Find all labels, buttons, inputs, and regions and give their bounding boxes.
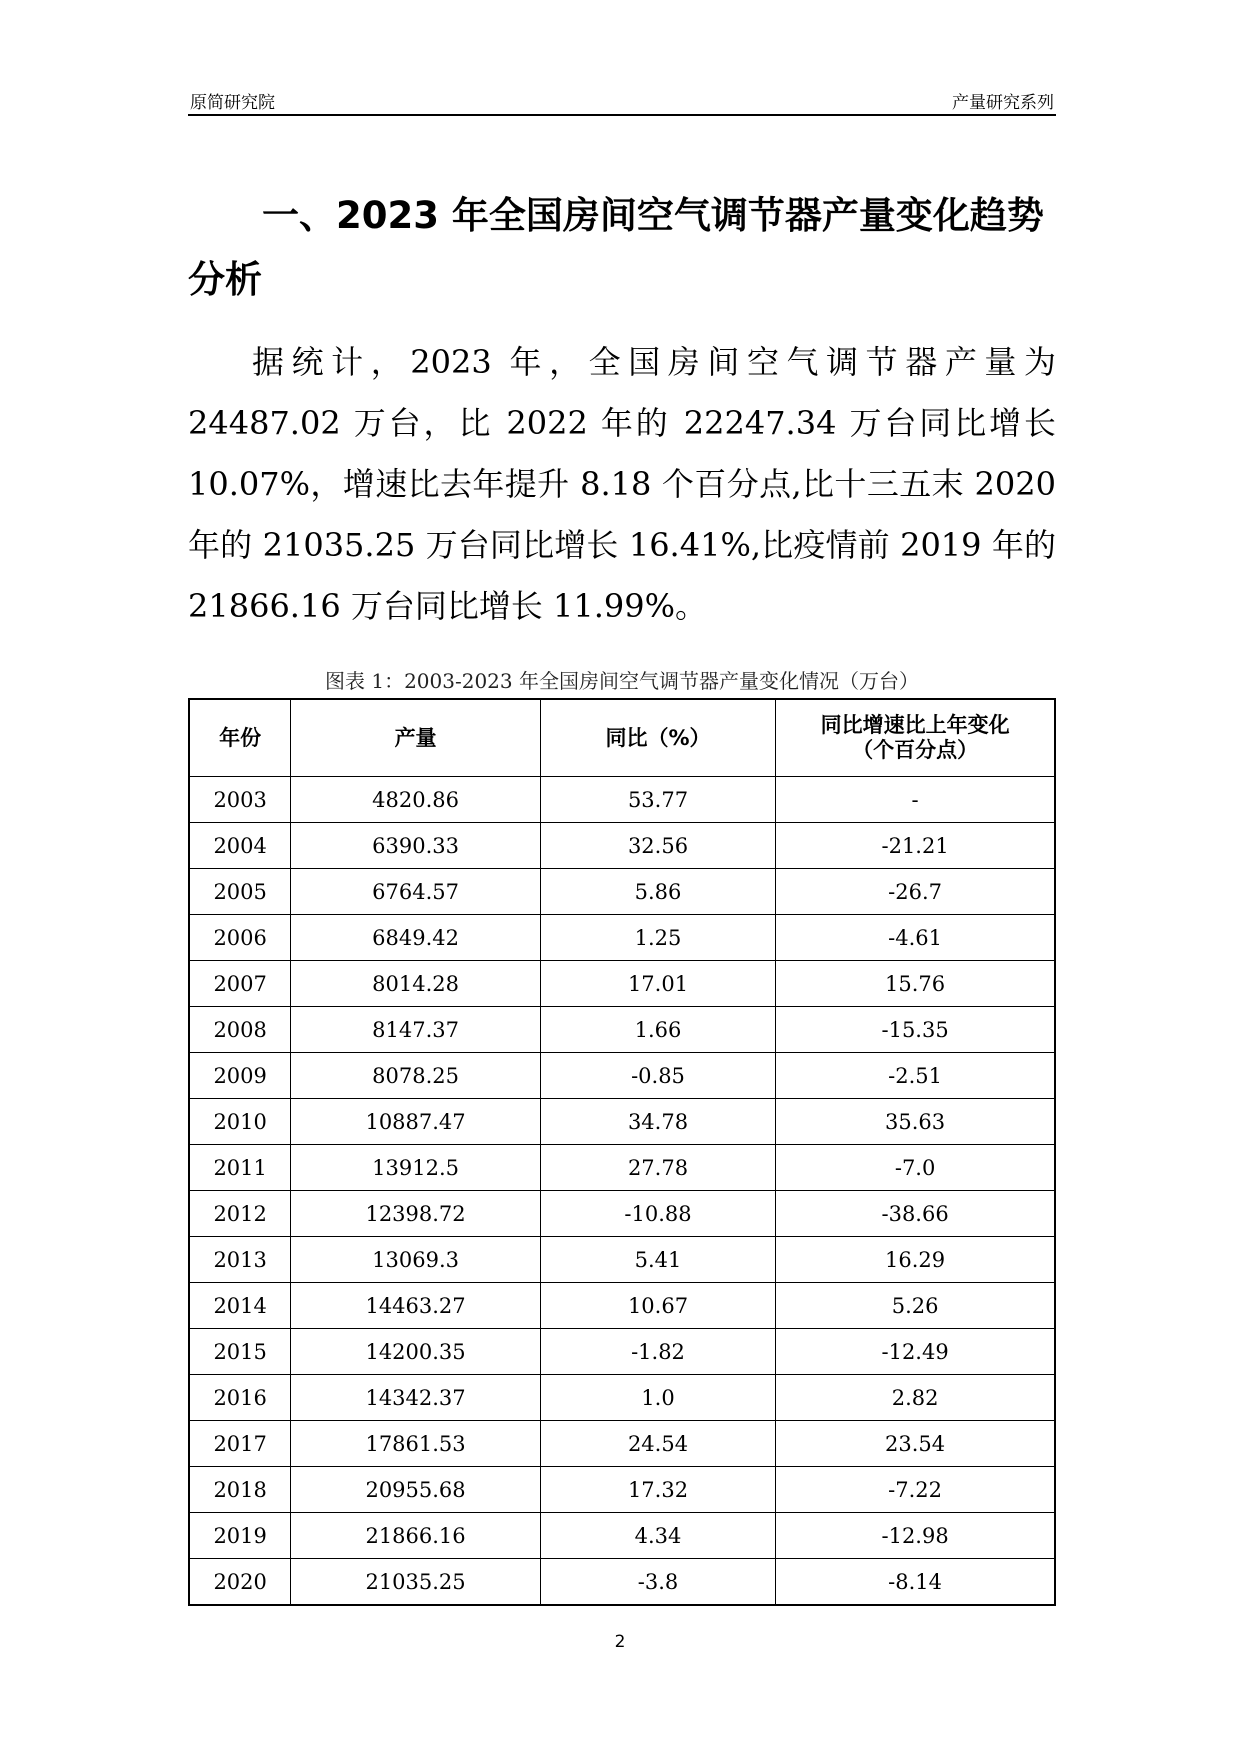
cell-yoy-change: 2.82 bbox=[776, 1375, 1055, 1421]
cell-yoy-change: -7.22 bbox=[776, 1467, 1055, 1513]
cell-yoy: 10.67 bbox=[540, 1283, 775, 1329]
cell-yoy: 1.0 bbox=[540, 1375, 775, 1421]
cell-yoy: 1.66 bbox=[540, 1007, 775, 1053]
table-row bbox=[189, 1559, 1055, 1606]
table-row bbox=[189, 1467, 1055, 1513]
cell-year: 2020 bbox=[189, 1559, 291, 1606]
cell-output: 8078.25 bbox=[291, 1053, 540, 1099]
body-paragraph: 据统计，2023 年，全国房间空气调节器产量为 24487.02 万台，比 2022 年的 22247.34 万台同比增长 10.07%，增速比去年提升 8.18 个百分点,比十三五末 2020 年的 21035.25 万台同比增长 16.41%,比疫情前 2019 年的 21866.16 万台同比增长 11.99%。 bbox=[188, 343, 1056, 625]
header-yoy: 同比（%） bbox=[540, 699, 775, 777]
cell-output: 13069.3 bbox=[291, 1237, 540, 1283]
cell-yoy: 5.41 bbox=[540, 1237, 775, 1283]
cell-yoy-change: 35.63 bbox=[776, 1099, 1055, 1145]
cell-yoy: 53.77 bbox=[540, 777, 775, 823]
header-series-name: 产量研究系列 bbox=[952, 93, 1054, 113]
cell-output: 6390.33 bbox=[291, 823, 540, 869]
table-header-row bbox=[189, 699, 1055, 777]
cell-year: 2010 bbox=[189, 1099, 291, 1145]
cell-yoy-change: 15.76 bbox=[776, 961, 1055, 1007]
cell-yoy-change: 5.26 bbox=[776, 1283, 1055, 1329]
table-row bbox=[189, 1007, 1055, 1053]
cell-yoy-change: -21.21 bbox=[776, 823, 1055, 869]
cell-year: 2019 bbox=[189, 1513, 291, 1559]
cell-yoy-change: -12.98 bbox=[776, 1513, 1055, 1559]
table-row bbox=[189, 1191, 1055, 1237]
cell-yoy: 4.34 bbox=[540, 1513, 775, 1559]
cell-year: 2012 bbox=[189, 1191, 291, 1237]
cell-yoy: 1.25 bbox=[540, 915, 775, 961]
cell-year: 2005 bbox=[189, 869, 291, 915]
cell-yoy: -3.8 bbox=[540, 1559, 775, 1606]
cell-year: 2009 bbox=[189, 1053, 291, 1099]
table-row bbox=[189, 777, 1055, 823]
table-caption: 图表 1：2003-2023 年全国房间空气调节器产量变化情况（万台） bbox=[325, 669, 919, 693]
cell-output: 8147.37 bbox=[291, 1007, 540, 1053]
cell-output: 14200.35 bbox=[291, 1329, 540, 1375]
cell-output: 14342.37 bbox=[291, 1375, 540, 1421]
cell-output: 21035.25 bbox=[291, 1559, 540, 1606]
cell-yoy-change: -26.7 bbox=[776, 869, 1055, 915]
cell-year: 2003 bbox=[189, 777, 291, 823]
table-row bbox=[189, 1513, 1055, 1559]
section-title: 一、2023 年全国房间空气调节器产量变化趋势分析 bbox=[188, 194, 1044, 301]
table-row bbox=[189, 1421, 1055, 1467]
cell-yoy-change: -15.35 bbox=[776, 1007, 1055, 1053]
table-row bbox=[189, 1145, 1055, 1191]
cell-year: 2015 bbox=[189, 1329, 291, 1375]
cell-yoy: 34.78 bbox=[540, 1099, 775, 1145]
cell-yoy-change: -4.61 bbox=[776, 915, 1055, 961]
cell-yoy-change: -7.0 bbox=[776, 1145, 1055, 1191]
table-row bbox=[189, 869, 1055, 915]
cell-output: 6849.42 bbox=[291, 915, 540, 961]
cell-year: 2014 bbox=[189, 1283, 291, 1329]
cell-yoy: 32.56 bbox=[540, 823, 775, 869]
table-row bbox=[189, 1329, 1055, 1375]
cell-year: 2006 bbox=[189, 915, 291, 961]
cell-year: 2008 bbox=[189, 1007, 291, 1053]
cell-yoy: -10.88 bbox=[540, 1191, 775, 1237]
cell-yoy: 24.54 bbox=[540, 1421, 775, 1467]
table-row bbox=[189, 1237, 1055, 1283]
table-row bbox=[189, 1283, 1055, 1329]
header-output: 产量 bbox=[291, 699, 540, 777]
cell-output: 8014.28 bbox=[291, 961, 540, 1007]
header-yoy-change: 同比增速比上年变化 （个百分点） bbox=[776, 699, 1055, 777]
header-year: 年份 bbox=[189, 699, 291, 777]
cell-output: 10887.47 bbox=[291, 1099, 540, 1145]
cell-output: 13912.5 bbox=[291, 1145, 540, 1191]
cell-output: 21866.16 bbox=[291, 1513, 540, 1559]
table-body bbox=[189, 777, 1055, 1606]
cell-year: 2018 bbox=[189, 1467, 291, 1513]
cell-year: 2011 bbox=[189, 1145, 291, 1191]
header-org-name: 原简研究院 bbox=[190, 93, 275, 113]
cell-year: 2017 bbox=[189, 1421, 291, 1467]
page-number: 2 bbox=[614, 1632, 626, 1652]
cell-yoy: -1.82 bbox=[540, 1329, 775, 1375]
cell-output: 6764.57 bbox=[291, 869, 540, 915]
cell-yoy: 17.32 bbox=[540, 1467, 775, 1513]
table-row bbox=[189, 1053, 1055, 1099]
cell-year: 2013 bbox=[189, 1237, 291, 1283]
cell-yoy-change: 23.54 bbox=[776, 1421, 1055, 1467]
table-row bbox=[189, 1375, 1055, 1421]
cell-yoy: 27.78 bbox=[540, 1145, 775, 1191]
cell-yoy-change: -2.51 bbox=[776, 1053, 1055, 1099]
cell-yoy: 17.01 bbox=[540, 961, 775, 1007]
production-table bbox=[188, 698, 1056, 1606]
cell-yoy-change: - bbox=[776, 777, 1055, 823]
cell-year: 2007 bbox=[189, 961, 291, 1007]
cell-yoy: 5.86 bbox=[540, 869, 775, 915]
cell-year: 2016 bbox=[189, 1375, 291, 1421]
cell-output: 12398.72 bbox=[291, 1191, 540, 1237]
table-row bbox=[189, 1099, 1055, 1145]
cell-yoy: -0.85 bbox=[540, 1053, 775, 1099]
cell-yoy-change: 16.29 bbox=[776, 1237, 1055, 1283]
table-row bbox=[189, 961, 1055, 1007]
table-row bbox=[189, 823, 1055, 869]
cell-output: 17861.53 bbox=[291, 1421, 540, 1467]
table-row bbox=[189, 915, 1055, 961]
cell-yoy-change: -8.14 bbox=[776, 1559, 1055, 1606]
cell-year: 2004 bbox=[189, 823, 291, 869]
cell-yoy-change: -38.66 bbox=[776, 1191, 1055, 1237]
cell-output: 20955.68 bbox=[291, 1467, 540, 1513]
cell-output: 4820.86 bbox=[291, 777, 540, 823]
cell-yoy-change: -12.49 bbox=[776, 1329, 1055, 1375]
cell-output: 14463.27 bbox=[291, 1283, 540, 1329]
page-header bbox=[188, 88, 1056, 116]
